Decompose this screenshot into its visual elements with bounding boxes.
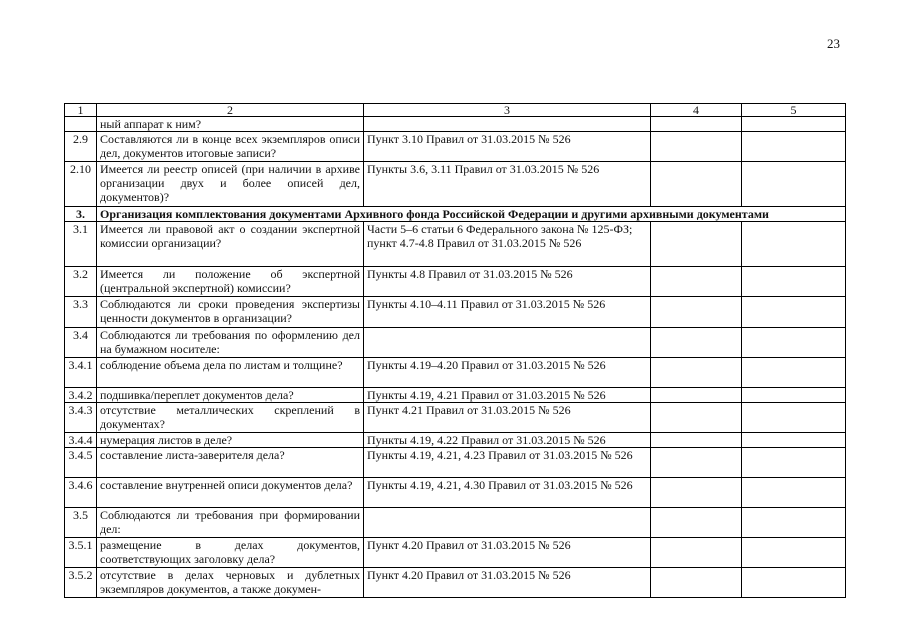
table-row bbox=[65, 508, 846, 538]
item-number: 3.4.5 bbox=[65, 448, 97, 478]
header-cell: 3 bbox=[364, 104, 651, 117]
answer-cell bbox=[651, 388, 742, 403]
basis-cell: Части 5–6 статьи 6 Федерального закона № 125-ФЗ; пункт 4.7-4.8 Правил от 31.03.2015 № 526 bbox=[364, 222, 651, 267]
answer-cell bbox=[651, 538, 742, 568]
basis-cell bbox=[364, 117, 651, 132]
item-number: 3.1 bbox=[65, 222, 97, 267]
table-row bbox=[65, 403, 846, 433]
table-row bbox=[65, 538, 846, 568]
header-cell: 4 bbox=[651, 104, 742, 117]
note-cell bbox=[742, 162, 846, 207]
note-cell bbox=[742, 267, 846, 297]
item-number bbox=[65, 117, 97, 132]
note-cell bbox=[742, 508, 846, 538]
table-row bbox=[65, 297, 846, 328]
basis-cell: Пункты 4.19–4.20 Правил от 31.03.2015 № 526 bbox=[364, 358, 651, 388]
note-cell bbox=[742, 448, 846, 478]
table-row bbox=[65, 222, 846, 267]
answer-cell bbox=[651, 162, 742, 207]
item-number: 3.5.1 bbox=[65, 538, 97, 568]
question-cell: Имеется ли реестр описей (при наличии в архиве организации двух и более описей дел, документов)? bbox=[97, 162, 364, 207]
basis-cell: Пункты 4.19, 4.21 Правил от 31.03.2015 № 526 bbox=[364, 388, 651, 403]
answer-cell bbox=[651, 358, 742, 388]
basis-cell: Пункт 3.10 Правил от 31.03.2015 № 526 bbox=[364, 132, 651, 162]
note-cell bbox=[742, 132, 846, 162]
question-cell: нумерация листов в деле? bbox=[97, 433, 364, 448]
item-number: 3.5.2 bbox=[65, 568, 97, 598]
section-number: 3. bbox=[65, 207, 97, 222]
table-row bbox=[65, 358, 846, 388]
basis-cell: Пункт 4.21 Правил от 31.03.2015 № 526 bbox=[364, 403, 651, 433]
header-cell: 2 bbox=[97, 104, 364, 117]
question-cell: отсутствие в делах черновых и дублетных экземпляров документов, а также докумен- bbox=[97, 568, 364, 598]
item-number: 3.4.1 bbox=[65, 358, 97, 388]
table-row bbox=[65, 328, 846, 358]
note-cell bbox=[742, 328, 846, 358]
item-number: 3.4.6 bbox=[65, 478, 97, 508]
table-row bbox=[65, 448, 846, 478]
answer-cell bbox=[651, 297, 742, 328]
question-cell: соблюдение объема дела по листам и толщине? bbox=[97, 358, 364, 388]
note-cell bbox=[742, 433, 846, 448]
question-cell: Соблюдаются ли требования при формировании дел: bbox=[97, 508, 364, 538]
answer-cell bbox=[651, 132, 742, 162]
table-row bbox=[65, 132, 846, 162]
basis-cell bbox=[364, 508, 651, 538]
table-header-row bbox=[65, 104, 846, 117]
header-cell: 5 bbox=[742, 104, 846, 117]
answer-cell bbox=[651, 508, 742, 538]
question-cell: Соблюдаются ли требования по оформлению дел на бумажном носителе: bbox=[97, 328, 364, 358]
item-number: 3.2 bbox=[65, 267, 97, 297]
answer-cell bbox=[651, 328, 742, 358]
note-cell bbox=[742, 358, 846, 388]
question-cell: составление внутренней описи документов дела? bbox=[97, 478, 364, 508]
answer-cell bbox=[651, 117, 742, 132]
note-cell bbox=[742, 403, 846, 433]
question-cell: подшивка/переплет документов дела? bbox=[97, 388, 364, 403]
question-cell: Составляются ли в конце всех экземпляров описи дел, документов итоговые записи? bbox=[97, 132, 364, 162]
table-row bbox=[65, 388, 846, 403]
basis-cell: Пункт 4.20 Правил от 31.03.2015 № 526 bbox=[364, 538, 651, 568]
basis-cell bbox=[364, 328, 651, 358]
question-cell: размещение в делах документов, соответствующих заголовку дела? bbox=[97, 538, 364, 568]
table-row bbox=[65, 568, 846, 598]
basis-cell: Пункты 4.19, 4.22 Правил от 31.03.2015 № 526 bbox=[364, 433, 651, 448]
answer-cell bbox=[651, 267, 742, 297]
note-cell bbox=[742, 388, 846, 403]
item-number: 3.4.2 bbox=[65, 388, 97, 403]
answer-cell bbox=[651, 222, 742, 267]
basis-cell: Пункты 4.19, 4.21, 4.30 Правил от 31.03.2015 № 526 bbox=[364, 478, 651, 508]
item-number: 3.4.4 bbox=[65, 433, 97, 448]
answer-cell bbox=[651, 448, 742, 478]
basis-cell: Пункты 3.6, 3.11 Правил от 31.03.2015 № 526 bbox=[364, 162, 651, 207]
page-number: 23 bbox=[827, 36, 840, 51]
question-cell: ный аппарат к ним? bbox=[97, 117, 364, 132]
table-row bbox=[65, 162, 846, 207]
basis-cell: Пункты 4.19, 4.21, 4.23 Правил от 31.03.2015 № 526 bbox=[364, 448, 651, 478]
answer-cell bbox=[651, 403, 742, 433]
note-cell bbox=[742, 117, 846, 132]
question-cell: отсутствие металлических скреплений в документах? bbox=[97, 403, 364, 433]
answer-cell bbox=[651, 568, 742, 598]
table-row bbox=[65, 267, 846, 297]
note-cell bbox=[742, 538, 846, 568]
note-cell bbox=[742, 478, 846, 508]
header-cell: 1 bbox=[65, 104, 97, 117]
question-cell: Имеется ли правовой акт о создании экспертной комиссии организации? bbox=[97, 222, 364, 267]
question-cell: составление листа-заверителя дела? bbox=[97, 448, 364, 478]
answer-cell bbox=[651, 433, 742, 448]
section-title: Организация комплектования документами Архивного фонда Российской Федерации и другими архивными документами bbox=[97, 207, 846, 222]
item-number: 2.10 bbox=[65, 162, 97, 207]
table-row bbox=[65, 433, 846, 448]
section-row bbox=[65, 207, 846, 222]
item-number: 3.3 bbox=[65, 297, 97, 328]
table-row bbox=[65, 478, 846, 508]
table-row bbox=[65, 117, 846, 132]
basis-cell: Пункт 4.20 Правил от 31.03.2015 № 526 bbox=[364, 568, 651, 598]
question-cell: Соблюдаются ли сроки проведения экспертизы ценности документов в организации? bbox=[97, 297, 364, 328]
basis-cell: Пункты 4.10–4.11 Правил от 31.03.2015 № 526 bbox=[364, 297, 651, 328]
note-cell bbox=[742, 568, 846, 598]
basis-cell: Пункты 4.8 Правил от 31.03.2015 № 526 bbox=[364, 267, 651, 297]
item-number: 3.4.3 bbox=[65, 403, 97, 433]
answer-cell bbox=[651, 478, 742, 508]
item-number: 3.4 bbox=[65, 328, 97, 358]
note-cell bbox=[742, 297, 846, 328]
item-number: 2.9 bbox=[65, 132, 97, 162]
question-cell: Имеется ли положение об экспертной (центральной экспертной) комиссии? bbox=[97, 267, 364, 297]
note-cell bbox=[742, 222, 846, 267]
item-number: 3.5 bbox=[65, 508, 97, 538]
inspection-table bbox=[64, 103, 846, 598]
